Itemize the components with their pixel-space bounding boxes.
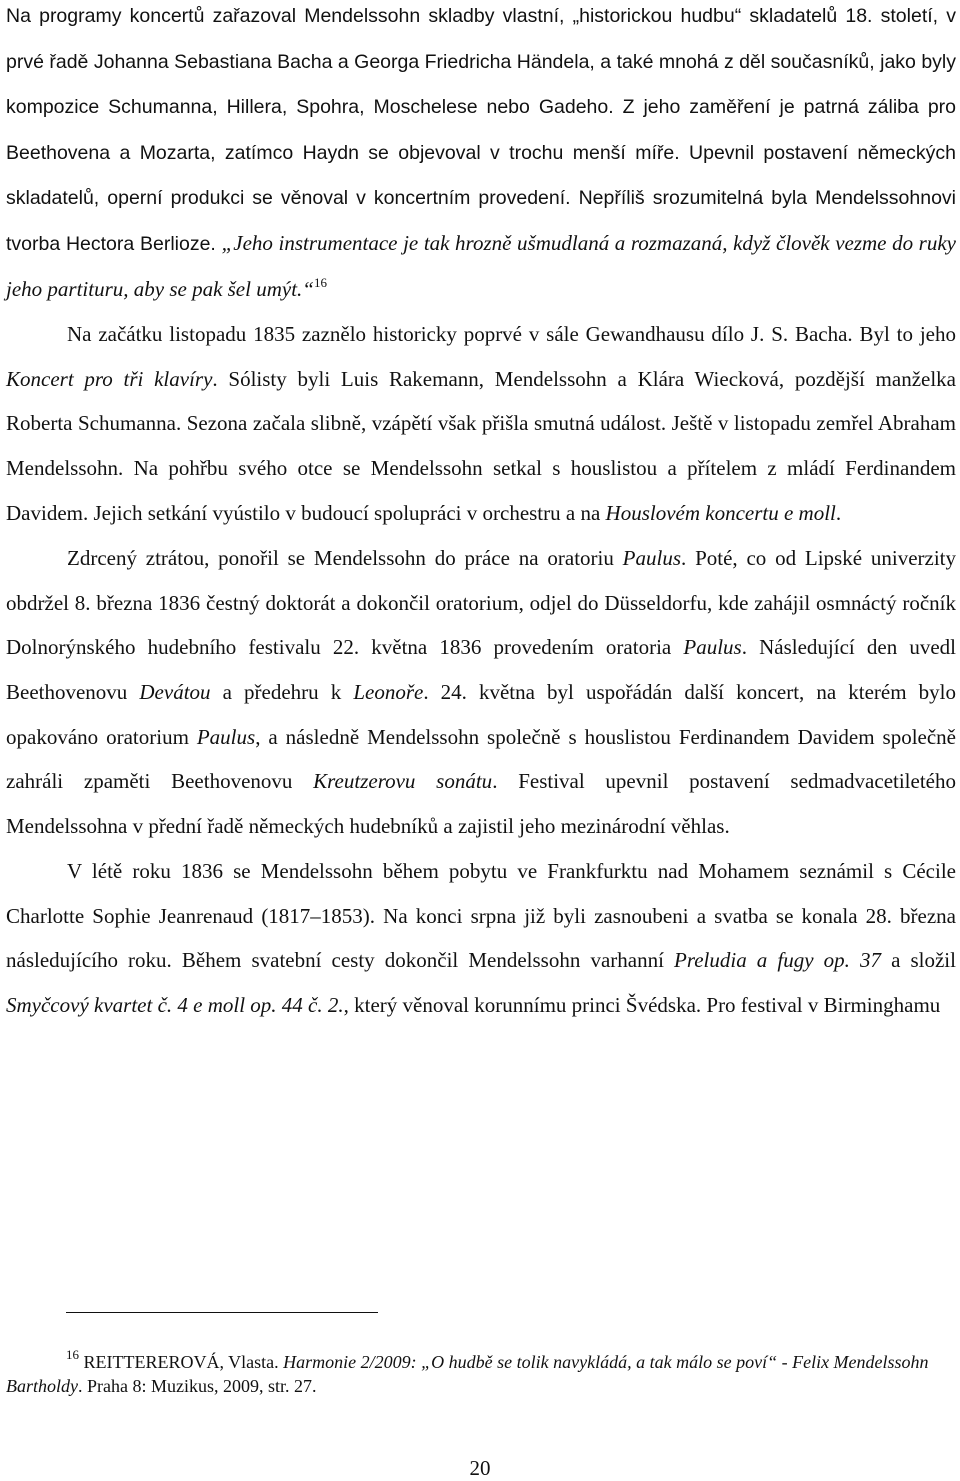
footnote-separator: [66, 1312, 378, 1313]
text-run: REITTEREROVÁ, Vlasta.: [79, 1352, 284, 1372]
text-run: , a následně Mendelssohn společně s houslistou Ferdinandem Davidem společně zahráli zpaměti Beethovenovu: [6, 724, 957, 794]
text-run: a složil: [880, 948, 956, 973]
work-title: Smyčcový kvartet č. 4 e moll op. 44 č. 2.: [6, 993, 344, 1018]
text-run: Na začátku listopadu 1835 zaznělo historicky poprvé v sále Gewandhausu dílo J. S. Bacha. Byl to jeho: [67, 322, 956, 347]
paragraph-bach-concert: [6, 312, 956, 535]
footnote-reference: 16: [313, 274, 327, 290]
text-run: Na programy koncertů zařazoval Mendelssohn skladby vlastní, „historickou hudbu“ skladatelů 18. století, v prvé řadě Johanna Sebastiana Bacha a Georga Friedricha Händela, a také mnohá z děl současníků, jako byly kompozice Schumanna, Hillera, Spohra, Moschelese nebo Gadeho.: [6, 5, 956, 119]
text-run: , který věnoval korunnímu princi Švédska. Pro festival v Birminghamu: [343, 993, 941, 1018]
page-number: 20: [469, 1456, 491, 1480]
footnote-number: [6, 1347, 79, 1374]
paragraph-paulus: [6, 536, 956, 848]
paragraph-marriage: [6, 849, 956, 1027]
text-run: . Praha 8: Muzikus, 2009, str. 27.: [78, 1376, 317, 1396]
text-run: Zdrcený ztrátou, ponořil se Mendelssohn do práce na oratoriu: [67, 546, 623, 571]
cited-title: Harmonie 2/2009: „O hudbě se tolik navykládá, a tak málo se poví“ - Felix Mendelssohn Bartholdy: [6, 1352, 929, 1396]
work-title: Koncert pro tři klavíry: [6, 366, 213, 391]
text-run: . Následující den uvedl Beethovenovu: [6, 635, 956, 704]
document-page: [6, 0, 956, 1028]
work-title: Paulus: [196, 724, 256, 749]
text-run: . Festival upevnil postavení sedmadvacetiletého Mendelssohna v přední řadě německých hudebníků a zajistil jeho mezinárodní věhlas.: [6, 769, 956, 838]
footnote-number-text: 16: [66, 1347, 79, 1362]
work-title: Leonoře: [353, 679, 424, 704]
text-run: . Poté, co od Lipské univerzity obdržel 8. března 1836 čestný doktorát a dokončil oratorium, odjel do Düsseldorfu, kde zahájil osmnáctý ročník Dolnorýnského hudebního festivalu 22. května 1836 provedením oratoria: [6, 546, 956, 660]
text-run: .: [835, 500, 842, 525]
text-run: . Sólisty byli Luis Rakemann, Mendelssohn a Klára Wiecková, pozdější manželka Roberta Schumanna. Sezona začala slibně, vzápětí však přišla smutná událost. Ještě v listopadu zemřel Abraham Mendelssohn. Na pohřbu svého otce se Mendelssohn setkal s houslistou a přítelem z mládí Ferdinandem Davidem. Jejich setkání vyústilo v budoucí spolupráci v orchestru a na: [6, 366, 956, 525]
work-title: Kreutzerovu sonátu: [313, 769, 493, 794]
paragraph-concert-programs: [6, 0, 956, 311]
work-title: Paulus: [622, 546, 682, 571]
text-run: a předehru k: [210, 679, 354, 704]
work-title: Houslovém koncertu e moll: [605, 500, 836, 525]
text-run: Z jeho zaměření je patrná záliba pro Beethovena a Mozarta, zatímco Haydn se objevoval v trochu menší míře. Upevnil postavení německých skladatelů, operní produkci se věnoval v koncertním provedení. Nepříliš srozumitelná byla Mendelssohnovi tvorba Hectora Berlioze.: [6, 96, 957, 255]
work-title: Devátou: [139, 679, 211, 704]
work-title: Paulus: [683, 635, 742, 660]
work-title: Preludia a fugy op. 37: [674, 948, 881, 973]
footnote: [6, 1347, 956, 1398]
text-run: . 24. května byl uspořádán další koncert, na kterém bylo opakováno oratorium: [6, 679, 956, 749]
quote-berlioz: „Jeho instrumentace je tak hrozně ušmudlaná a rozmazaná, když člověk vezme do ruky jeho partituru, aby se pak šel umýt.“: [6, 230, 956, 301]
text-run: V létě roku 1836 se Mendelssohn během pobytu ve Frankfurktu nad Mohamem seznámil s Cécile Charlotte Sophie Jeanrenaud (1817–1853). Na konci srpna již byli zasnoubeni a svatba se konala 28. března následujícího roku. Během svatební cesty dokončil Mendelssohn varhanní: [6, 859, 956, 973]
